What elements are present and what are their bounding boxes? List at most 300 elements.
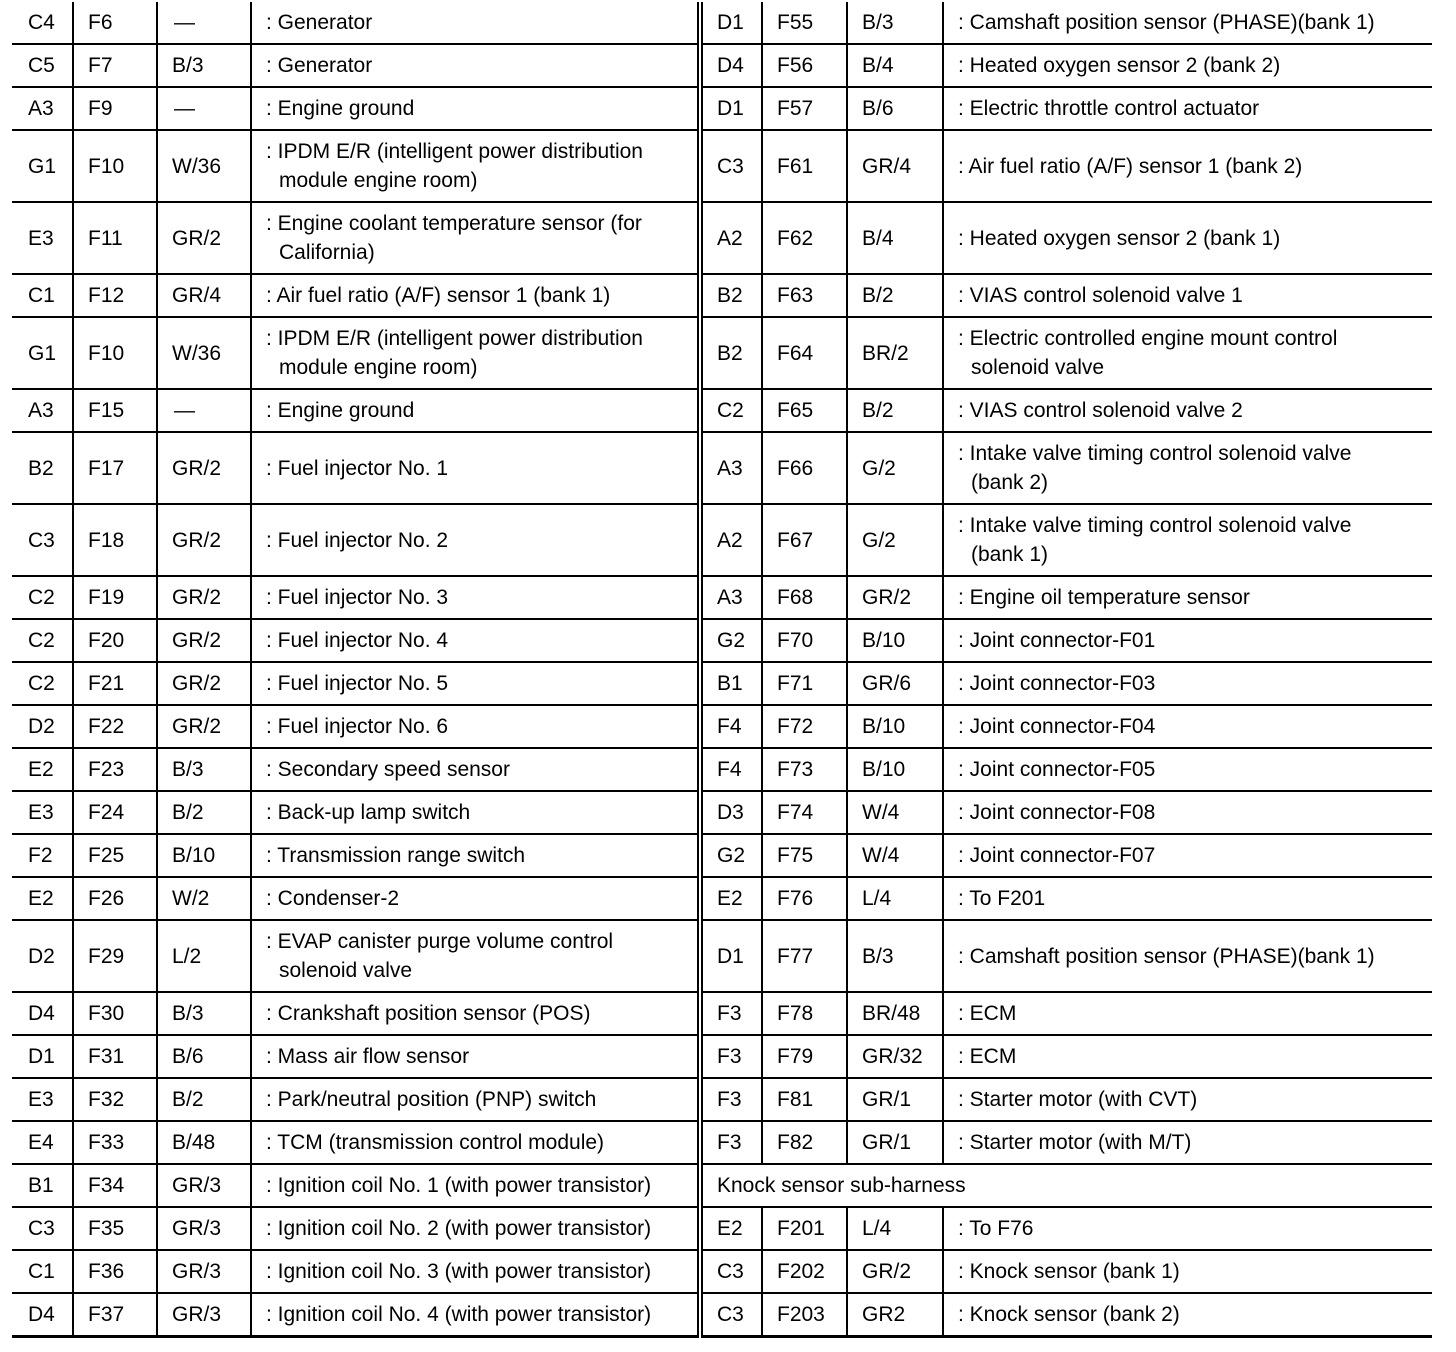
grid-ref-cell: G1 [12,130,73,202]
connector-id-cell: F67 [762,504,847,576]
grid-ref-cell: E2 [700,1207,762,1250]
description-cell [251,2,700,44]
grid-ref-cell: E2 [12,748,73,791]
table-row [12,1207,1432,1250]
description-cell [251,317,700,389]
description-continuation: (bank 1) [971,543,1049,566]
connector-id-cell: F74 [762,791,847,834]
description-text: : Fuel injector No. 4 [266,629,449,652]
grid-ref-cell: B1 [700,662,762,705]
table-row [12,662,1432,705]
connector-type-cell: W/36 [157,317,251,389]
table-row [12,920,1432,992]
description-cell [943,705,1432,748]
description-text: : To F76 [958,1217,1034,1240]
connector-type-cell: B/4 [847,44,943,87]
description-cell [251,877,700,920]
description-text: : Joint connector-F03 [958,672,1156,695]
table-row [12,432,1432,504]
connector-id-cell: F7 [73,44,157,87]
description-text: : Engine oil temperature sensor [958,586,1250,609]
connector-type-cell: GR/6 [847,662,943,705]
description-text: : Starter motor (with M/T) [958,1131,1192,1154]
connector-type-cell: B/10 [847,705,943,748]
grid-ref-cell: C1 [12,1250,73,1293]
connector-type-cell: — [157,389,251,432]
description-cell [251,1293,700,1337]
connector-type-cell: B/3 [847,2,943,44]
connector-type-cell: W/4 [847,834,943,877]
table-row [12,44,1432,87]
connector-type-cell: GR/1 [847,1078,943,1121]
connector-id-cell: F202 [762,1250,847,1293]
description-text: : Transmission range switch [266,844,526,867]
grid-ref-cell: E3 [12,791,73,834]
connector-type-cell: L/4 [847,877,943,920]
description-cell [251,1250,700,1293]
description-cell [943,748,1432,791]
table-row [12,992,1432,1035]
grid-ref-cell: C3 [700,130,762,202]
connector-id-cell: F15 [73,389,157,432]
grid-ref-cell: F3 [700,992,762,1035]
connector-type-cell: B/6 [157,1035,251,1078]
description-text: : Fuel injector No. 6 [266,715,449,738]
description-text: : Camshaft position sensor (PHASE)(bank 1) [958,11,1375,34]
connector-type-cell: GR/2 [157,662,251,705]
connector-type-cell: GR/3 [157,1250,251,1293]
description-cell [943,877,1432,920]
grid-ref-cell: F2 [12,834,73,877]
description-continuation: solenoid valve [971,356,1105,379]
description-cell [251,1078,700,1121]
connector-id-cell: F63 [762,274,847,317]
description-cell [943,1207,1432,1250]
connector-type-cell: B/48 [157,1121,251,1164]
table-row [12,1078,1432,1121]
description-text: : Joint connector-F05 [958,758,1156,781]
connector-id-cell: F26 [73,877,157,920]
grid-ref-cell: C2 [12,576,73,619]
description-cell [251,504,700,576]
connector-id-cell: F11 [73,202,157,274]
description-cell [943,791,1432,834]
description-cell [943,44,1432,87]
connector-type-cell: B/10 [847,619,943,662]
table-row [12,791,1432,834]
connector-type-cell: GR/4 [847,130,943,202]
connector-id-cell: F21 [73,662,157,705]
description-cell [251,791,700,834]
connector-id-cell: F10 [73,317,157,389]
description-cell [251,130,700,202]
description-cell [943,504,1432,576]
grid-ref-cell: C3 [12,1207,73,1250]
description-cell [943,1250,1432,1293]
grid-ref-cell: A3 [12,87,73,130]
connector-type-cell: B/2 [847,274,943,317]
grid-ref-cell: A2 [700,202,762,274]
description-continuation: module engine room) [279,356,478,379]
description-text: : Generator [266,11,373,34]
connector-id-cell: F31 [73,1035,157,1078]
table-row [12,2,1432,44]
connector-type-cell: B/3 [157,992,251,1035]
connector-type-cell: B/2 [157,1078,251,1121]
description-text: : Condenser-2 [266,887,400,910]
connector-type-cell: B/6 [847,87,943,130]
grid-ref-cell: B2 [700,317,762,389]
connector-type-cell: W/4 [847,791,943,834]
connector-id-cell: F37 [73,1293,157,1337]
description-cell [251,1035,700,1078]
connector-type-cell: GR2 [847,1293,943,1337]
connector-id-cell: F24 [73,791,157,834]
table-row [12,1164,1432,1207]
description-text: : Electric controlled engine mount control [958,327,1338,350]
grid-ref-cell: D4 [12,992,73,1035]
description-text: : Mass air flow sensor [266,1045,470,1068]
description-text: : TCM (transmission control module) [266,1131,605,1154]
connector-id-cell: F35 [73,1207,157,1250]
connector-id-cell: F61 [762,130,847,202]
grid-ref-cell: C3 [700,1250,762,1293]
grid-ref-cell: D2 [12,705,73,748]
description-continuation: (bank 2) [971,471,1049,494]
connector-id-cell: F55 [762,2,847,44]
connector-id-cell: F57 [762,87,847,130]
connector-type-cell: GR/32 [847,1035,943,1078]
grid-ref-cell: C4 [12,2,73,44]
connector-type-cell: B/10 [847,748,943,791]
connector-type-cell: L/4 [847,1207,943,1250]
connector-id-cell: F25 [73,834,157,877]
description-text: : Generator [266,54,373,77]
description-text: : Ignition coil No. 4 (with power transistor) [266,1303,652,1326]
grid-ref-cell: D4 [700,44,762,87]
description-continuation: module engine room) [279,169,478,192]
description-text: : VIAS control solenoid valve 1 [958,284,1243,307]
grid-ref-cell: E4 [12,1121,73,1164]
connector-id-cell: F75 [762,834,847,877]
table-row [12,504,1432,576]
connector-id-cell: F64 [762,317,847,389]
description-text: : Fuel injector No. 3 [266,586,449,609]
description-cell [251,992,700,1035]
description-cell [251,389,700,432]
table-row [12,87,1432,130]
grid-ref-cell: F3 [700,1035,762,1078]
connector-id-cell: F30 [73,992,157,1035]
description-cell [943,992,1432,1035]
connector-type-cell: GR/2 [157,576,251,619]
connector-id-cell: F20 [73,619,157,662]
description-text: : Joint connector-F07 [958,844,1156,867]
grid-ref-cell: F4 [700,705,762,748]
description-text: : Air fuel ratio (A/F) sensor 1 (bank 2) [958,154,1303,178]
connector-id-cell: F12 [73,274,157,317]
description-text: : ECM [958,1045,1017,1068]
description-text: : Starter motor (with CVT) [958,1088,1198,1111]
description-cell [943,662,1432,705]
table-row [12,1293,1432,1337]
description-text: : Joint connector-F04 [958,715,1156,738]
connector-type-cell: GR/2 [157,202,251,274]
connector-type-cell: B/3 [157,748,251,791]
grid-ref-cell: D4 [12,1293,73,1337]
connector-type-cell: BR/48 [847,992,943,1035]
grid-ref-cell: A3 [12,389,73,432]
table-row [12,202,1432,274]
description-cell [943,619,1432,662]
description-cell [943,317,1432,389]
grid-ref-cell: B1 [12,1164,73,1207]
grid-ref-cell: D2 [12,920,73,992]
grid-ref-cell: E3 [12,1078,73,1121]
description-text: : Heated oxygen sensor 2 (bank 1) [958,226,1281,250]
description-text: : Joint connector-F08 [958,801,1156,824]
table-row [12,877,1432,920]
description-text: : Intake valve timing control solenoid valve [958,514,1352,537]
description-text: : Secondary speed sensor [266,758,510,781]
connector-table-container [12,2,1432,1338]
description-text: : Engine ground [266,97,415,120]
connector-id-cell: F19 [73,576,157,619]
description-text: : Park/neutral position (PNP) switch [266,1088,597,1111]
grid-ref-cell: G2 [700,619,762,662]
connector-type-cell: B/10 [157,834,251,877]
connector-id-cell: F81 [762,1078,847,1121]
connector-id-cell: F62 [762,202,847,274]
description-text: : Ignition coil No. 1 (with power transistor) [266,1174,652,1197]
connector-id-cell: F66 [762,432,847,504]
connector-type-cell: B/4 [847,202,943,274]
description-text: : Camshaft position sensor (PHASE)(bank 1) [958,944,1375,968]
connector-id-cell: F201 [762,1207,847,1250]
description-cell [943,1293,1432,1337]
grid-ref-cell: C3 [12,504,73,576]
grid-ref-cell: C2 [12,619,73,662]
description-text: : Electric throttle control actuator [958,97,1260,120]
table-row [12,1121,1432,1164]
description-cell [943,202,1432,274]
description-cell [943,576,1432,619]
connector-type-cell: BR/2 [847,317,943,389]
description-cell [943,1121,1432,1164]
connector-type-cell: GR/3 [157,1293,251,1337]
connector-type-cell: GR/4 [157,274,251,317]
description-cell [251,834,700,877]
connector-type-cell: GR/2 [157,504,251,576]
connector-type-cell: G/2 [847,504,943,576]
connector-table [12,2,1432,1338]
description-cell [251,705,700,748]
description-cell [251,1164,700,1207]
description-text: : ECM [958,1002,1017,1025]
connector-id-cell: F32 [73,1078,157,1121]
description-text: : Ignition coil No. 2 (with power transistor) [266,1217,652,1240]
connector-type-cell: GR/2 [157,432,251,504]
grid-ref-cell: A3 [700,432,762,504]
description-cell [943,920,1432,992]
description-text: : Knock sensor (bank 2) [958,1303,1180,1326]
connector-type-cell: GR/3 [157,1164,251,1207]
connector-type-cell: GR/2 [157,705,251,748]
description-cell [943,834,1432,877]
connector-type-cell: B/3 [157,44,251,87]
table-row [12,389,1432,432]
grid-ref-cell: B2 [12,432,73,504]
connector-type-cell: GR/2 [847,576,943,619]
table-row [12,705,1432,748]
connector-id-cell: F78 [762,992,847,1035]
connector-type-cell: B/2 [157,791,251,834]
connector-id-cell: F68 [762,576,847,619]
grid-ref-cell: D1 [700,87,762,130]
description-text: : Knock sensor (bank 1) [958,1260,1180,1283]
grid-ref-cell: F4 [700,748,762,791]
connector-type-cell: — [157,87,251,130]
description-cell [251,432,700,504]
description-text: : Crankshaft position sensor (POS) [266,1002,591,1025]
connector-table-body [12,2,1432,1337]
description-text: : IPDM E/R (intelligent power distribution [266,327,643,350]
description-text: : IPDM E/R (intelligent power distribution [266,140,643,163]
connector-id-cell: F18 [73,504,157,576]
connector-type-cell: B/2 [847,389,943,432]
connector-type-cell: B/3 [847,920,943,992]
connector-id-cell: F22 [73,705,157,748]
connector-id-cell: F82 [762,1121,847,1164]
connector-type-cell: GR/2 [847,1250,943,1293]
description-cell [251,619,700,662]
description-cell [251,1207,700,1250]
grid-ref-cell: C5 [12,44,73,87]
description-text: : EVAP canister purge volume control [266,930,614,953]
grid-ref-cell: G1 [12,317,73,389]
description-text: : Air fuel ratio (A/F) sensor 1 (bank 1) [266,284,611,307]
connector-id-cell: F56 [762,44,847,87]
grid-ref-cell: D1 [700,2,762,44]
grid-ref-cell: F3 [700,1078,762,1121]
description-text: : Heated oxygen sensor 2 (bank 2) [958,54,1281,77]
connector-id-cell: F10 [73,130,157,202]
table-row [12,130,1432,202]
grid-ref-cell: C2 [12,662,73,705]
connector-id-cell: F76 [762,877,847,920]
table-row [12,834,1432,877]
description-cell [943,389,1432,432]
description-text: : Engine coolant temperature sensor (for [266,212,642,235]
description-cell [251,662,700,705]
description-continuation: California) [279,241,375,264]
connector-id-cell: F34 [73,1164,157,1207]
description-text: : Intake valve timing control solenoid valve [958,442,1352,465]
section-header-cell: Knock sensor sub-harness [700,1164,1432,1207]
connector-id-cell: F77 [762,920,847,992]
grid-ref-cell: D1 [700,920,762,992]
description-cell [943,2,1432,44]
grid-ref-cell: C1 [12,274,73,317]
description-text: : Fuel injector No. 5 [266,672,449,695]
connector-id-cell: F17 [73,432,157,504]
grid-ref-cell: E2 [12,877,73,920]
grid-ref-cell: D1 [12,1035,73,1078]
description-cell [251,920,700,992]
grid-ref-cell: C2 [700,389,762,432]
connector-type-cell: GR/1 [847,1121,943,1164]
connector-type-cell: W/36 [157,130,251,202]
table-row [12,274,1432,317]
connector-id-cell: F6 [73,2,157,44]
grid-ref-cell: E2 [700,877,762,920]
connector-type-cell: W/2 [157,877,251,920]
description-cell [251,748,700,791]
connector-id-cell: F33 [73,1121,157,1164]
description-cell [943,130,1432,202]
grid-ref-cell: A3 [700,576,762,619]
description-text: : Ignition coil No. 3 (with power transistor) [266,1260,652,1283]
connector-id-cell: F73 [762,748,847,791]
connector-type-cell: GR/3 [157,1207,251,1250]
description-text: : Joint connector-F01 [958,629,1156,652]
table-row [12,619,1432,662]
connector-type-cell: L/2 [157,920,251,992]
table-row [12,748,1432,791]
grid-ref-cell: D3 [700,791,762,834]
grid-ref-cell: A2 [700,504,762,576]
description-continuation: solenoid valve [279,959,413,982]
connector-id-cell: F79 [762,1035,847,1078]
table-row [12,317,1432,389]
connector-id-cell: F71 [762,662,847,705]
table-row [12,1035,1432,1078]
description-cell [943,432,1432,504]
grid-ref-cell: C3 [700,1293,762,1337]
description-cell [943,274,1432,317]
description-cell [251,44,700,87]
connector-id-cell: F23 [73,748,157,791]
connector-id-cell: F203 [762,1293,847,1337]
grid-ref-cell: G2 [700,834,762,877]
connector-type-cell: G/2 [847,432,943,504]
connector-id-cell: F70 [762,619,847,662]
grid-ref-cell: E3 [12,202,73,274]
description-cell [943,1035,1432,1078]
description-cell [251,1121,700,1164]
description-cell [251,202,700,274]
connector-type-cell: — [157,2,251,44]
connector-id-cell: F36 [73,1250,157,1293]
grid-ref-cell: B2 [700,274,762,317]
connector-id-cell: F29 [73,920,157,992]
description-text: : Fuel injector No. 1 [266,456,449,480]
description-text: : Fuel injector No. 2 [266,528,449,552]
description-cell [943,1078,1432,1121]
connector-id-cell: F72 [762,705,847,748]
connector-type-cell: GR/2 [157,619,251,662]
description-text: : VIAS control solenoid valve 2 [958,399,1243,422]
grid-ref-cell: F3 [700,1121,762,1164]
description-cell [251,274,700,317]
connector-id-cell: F65 [762,389,847,432]
connector-id-cell: F9 [73,87,157,130]
description-cell [251,576,700,619]
description-text: : Back-up lamp switch [266,801,471,824]
table-row [12,1250,1432,1293]
description-text: : Engine ground [266,399,415,422]
description-cell [251,87,700,130]
